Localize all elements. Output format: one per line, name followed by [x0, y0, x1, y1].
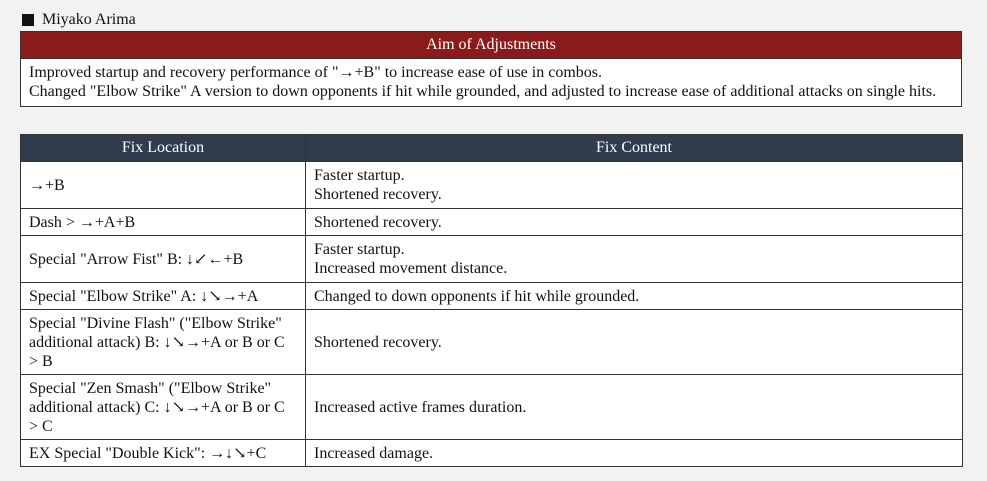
fix-content-header: Fix Content [306, 135, 963, 162]
fix-location-cell: →+B [21, 162, 306, 209]
fix-location-cell: Dash > →+A+B [21, 209, 306, 236]
fix-content-cell [306, 375, 963, 440]
fix-location-cell: Special "Divine Flash" ("Elbow Strike" additional attack) B: ↓↘→+A or B or C > B [21, 310, 306, 375]
table-row [21, 162, 963, 209]
square-bullet-icon [22, 14, 34, 26]
fix-content-line: Changed to down opponents if hit while grounded. [314, 287, 640, 305]
fix-location-header: Fix Location [21, 135, 306, 162]
section-title [22, 10, 136, 30]
fix-content-cell [306, 310, 963, 375]
character-name: Miyako Arima [42, 11, 136, 28]
table-row [21, 310, 963, 375]
fix-table [20, 134, 963, 467]
aim-body [21, 59, 961, 106]
fix-content-line: Shortened recovery. [314, 333, 442, 351]
fix-content-line: Faster startup. [314, 241, 405, 258]
aim-line: Changed "Elbow Strike" A version to down opponents if hit while grounded, and adjusted to increase ease of additional attacks on single hits. [29, 83, 937, 100]
table-row [21, 283, 963, 310]
fix-content-line: Increased movement distance. [314, 260, 508, 277]
table-header-row [21, 135, 963, 162]
fix-content-cell [306, 283, 963, 310]
fix-location-cell: Special "Elbow Strike" A: ↓↘→+A [21, 283, 306, 310]
fix-content-cell [306, 209, 963, 236]
fix-content-cell [306, 440, 963, 467]
table-row [21, 209, 963, 236]
fix-content-line: Increased active frames duration. [314, 398, 527, 416]
table-row [21, 375, 963, 440]
aim-line: Improved startup and recovery performance of "→+B" to increase ease of use in combos. [29, 64, 602, 81]
fix-content-cell [306, 162, 963, 209]
fix-location-cell: EX Special "Double Kick": →↓↘+C [21, 440, 306, 467]
fix-content-line: Increased damage. [314, 444, 434, 462]
fix-content-line: Shortened recovery. [314, 186, 442, 203]
fix-content-line: Shortened recovery. [314, 213, 442, 231]
aim-header: Aim of Adjustments [21, 32, 961, 59]
aim-of-adjustments-box [20, 31, 962, 107]
table-row [21, 440, 963, 467]
table-row [21, 236, 963, 283]
fix-content-cell [306, 236, 963, 283]
fix-location-cell: Special "Arrow Fist" B: ↓↙←+B [21, 236, 306, 283]
fix-location-cell: Special "Zen Smash" ("Elbow Strike" additional attack) C: ↓↘→+A or B or C > C [21, 375, 306, 440]
fix-content-line: Faster startup. [314, 167, 405, 184]
